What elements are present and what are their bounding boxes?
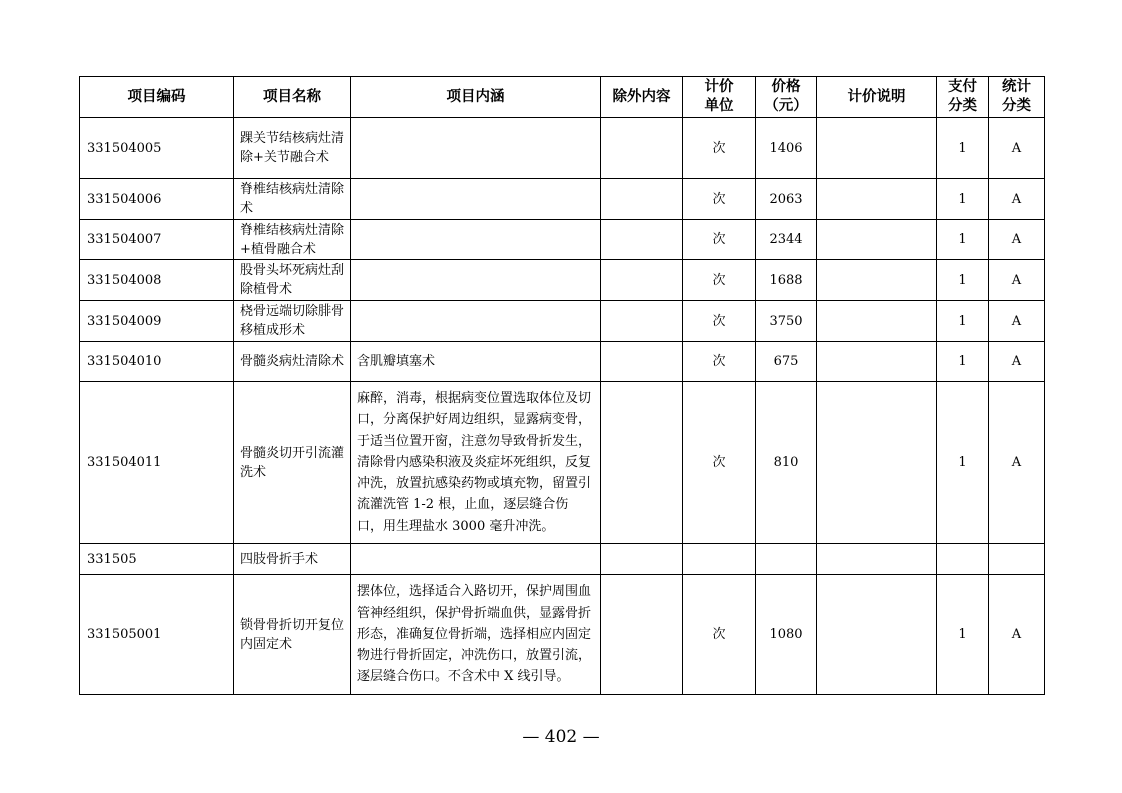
- cell-content: [351, 118, 601, 179]
- cell-note: [817, 220, 937, 260]
- cell-unit: 次: [683, 382, 756, 544]
- cell-code: 331504011: [80, 382, 234, 544]
- cell-unit: 次: [683, 220, 756, 260]
- cell-exclusion: [601, 179, 683, 220]
- cell-price: 2063: [756, 179, 817, 220]
- header-content: 项目内涵: [351, 77, 601, 118]
- cell-stat: A: [989, 575, 1045, 695]
- cell-note: [817, 575, 937, 695]
- table-row: [80, 575, 1045, 695]
- cell-name: 脊椎结核病灶清除+植骨融合术: [234, 220, 351, 260]
- cell-code: 331505: [80, 544, 234, 575]
- cell-note: [817, 382, 937, 544]
- cell-note: [817, 260, 937, 301]
- table-row: [80, 301, 1045, 342]
- cell-pay: 1: [937, 301, 989, 342]
- cell-note: [817, 342, 937, 382]
- cell-price: 810: [756, 382, 817, 544]
- cell-pay: 1: [937, 220, 989, 260]
- cell-unit: 次: [683, 301, 756, 342]
- cell-content: 摆体位，选择适合入路切开，保护周围血管神经组织，保护骨折端血供，显露骨折形态，准确复位骨折端，选择相应内固定物进行骨折固定，冲洗伤口，放置引流，逐层缝合伤口。不含术中 X 线引导。: [351, 575, 601, 695]
- cell-code: 331504007: [80, 220, 234, 260]
- cell-pay: 1: [937, 118, 989, 179]
- cell-stat: A: [989, 179, 1045, 220]
- cell-stat: A: [989, 342, 1045, 382]
- cell-stat: [989, 544, 1045, 575]
- cell-exclusion: [601, 382, 683, 544]
- cell-content: 含肌瓣填塞术: [351, 342, 601, 382]
- header-note: 计价说明: [817, 77, 937, 118]
- cell-unit: 次: [683, 575, 756, 695]
- cell-code: 331504006: [80, 179, 234, 220]
- cell-content: [351, 220, 601, 260]
- cell-code: 331504009: [80, 301, 234, 342]
- cell-exclusion: [601, 260, 683, 301]
- cell-unit: 次: [683, 260, 756, 301]
- cell-unit: 次: [683, 179, 756, 220]
- cell-exclusion: [601, 575, 683, 695]
- cell-price: 3750: [756, 301, 817, 342]
- cell-content: 麻醉，消毒，根据病变位置选取体位及切口，分离保护好周边组织，显露病变骨，于适当位置开窗，注意勿导致骨折发生，清除骨内感染积液及炎症坏死组织，反复冲洗，放置抗感染药物或填充物，留置引流灌洗管 1-2 根，止血，逐层缝合伤口，用生理盐水 3000 毫升冲洗。: [351, 382, 601, 544]
- header-row: [80, 77, 1045, 118]
- cell-price: 2344: [756, 220, 817, 260]
- table-row: [80, 118, 1045, 179]
- cell-price: 1406: [756, 118, 817, 179]
- table-row: [80, 179, 1045, 220]
- cell-content: [351, 179, 601, 220]
- cell-stat: A: [989, 260, 1045, 301]
- cell-exclusion: [601, 220, 683, 260]
- table-row-category: [80, 544, 1045, 575]
- cell-content: [351, 544, 601, 575]
- price-table: [79, 76, 1045, 695]
- cell-pay: 1: [937, 575, 989, 695]
- cell-note: [817, 179, 937, 220]
- table-row: [80, 220, 1045, 260]
- header-stat: 统计 分类: [989, 77, 1045, 118]
- header-code: 项目编码: [80, 77, 234, 118]
- cell-name: 脊椎结核病灶清除术: [234, 179, 351, 220]
- cell-note: [817, 301, 937, 342]
- cell-stat: A: [989, 382, 1045, 544]
- cell-content: [351, 301, 601, 342]
- cell-code: 331505001: [80, 575, 234, 695]
- cell-code: 331504010: [80, 342, 234, 382]
- header-pay: 支付 分类: [937, 77, 989, 118]
- cell-name: 桡骨远端切除腓骨移植成形术: [234, 301, 351, 342]
- cell-unit: 次: [683, 118, 756, 179]
- table-row: [80, 342, 1045, 382]
- header-unit: 计价 单位: [683, 77, 756, 118]
- cell-stat: A: [989, 220, 1045, 260]
- cell-note: [817, 118, 937, 179]
- cell-name: 踝关节结核病灶清除+关节融合术: [234, 118, 351, 179]
- cell-code: 331504008: [80, 260, 234, 301]
- cell-price: 1688: [756, 260, 817, 301]
- cell-price: [756, 544, 817, 575]
- cell-pay: 1: [937, 342, 989, 382]
- cell-exclusion: [601, 342, 683, 382]
- cell-name: 股骨头坏死病灶刮除植骨术: [234, 260, 351, 301]
- cell-pay: 1: [937, 260, 989, 301]
- table-row: [80, 382, 1045, 544]
- cell-unit: [683, 544, 756, 575]
- cell-name: 四肢骨折手术: [234, 544, 351, 575]
- page-number: — 402 —: [522, 727, 600, 747]
- header-name: 项目名称: [234, 77, 351, 118]
- cell-name: 骨髓炎病灶清除术: [234, 342, 351, 382]
- cell-stat: A: [989, 118, 1045, 179]
- cell-content: [351, 260, 601, 301]
- header-exclusion: 除外内容: [601, 77, 683, 118]
- header-price: 价格 （元）: [756, 77, 817, 118]
- cell-pay: [937, 544, 989, 575]
- cell-price: 1080: [756, 575, 817, 695]
- cell-name: 骨髓炎切开引流灌洗术: [234, 382, 351, 544]
- cell-unit: 次: [683, 342, 756, 382]
- cell-exclusion: [601, 301, 683, 342]
- table-row: [80, 260, 1045, 301]
- cell-price: 675: [756, 342, 817, 382]
- cell-stat: A: [989, 301, 1045, 342]
- cell-exclusion: [601, 118, 683, 179]
- cell-name: 锁骨骨折切开复位内固定术: [234, 575, 351, 695]
- cell-pay: 1: [937, 179, 989, 220]
- cell-note: [817, 544, 937, 575]
- cell-pay: 1: [937, 382, 989, 544]
- cell-code: 331504005: [80, 118, 234, 179]
- cell-exclusion: [601, 544, 683, 575]
